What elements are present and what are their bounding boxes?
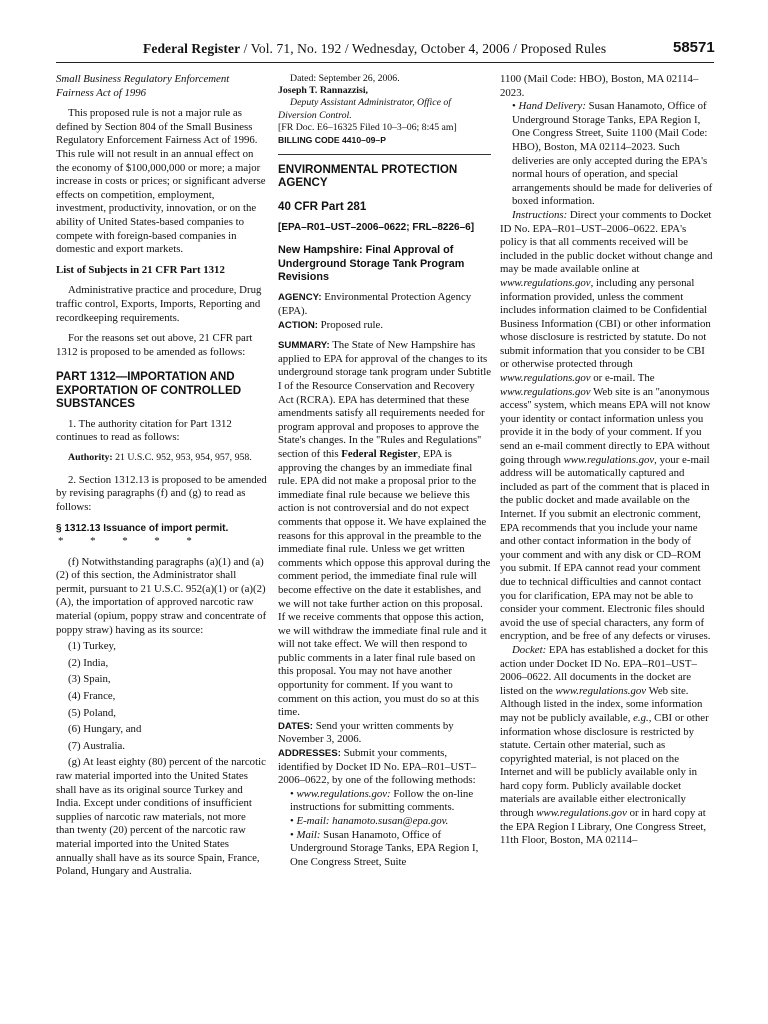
agency-field: AGENCY: Environmental Protection Agency (EPA).	[278, 291, 472, 318]
regulations-link[interactable]: www.regulations.gov	[555, 684, 647, 697]
method-hand-delivery: • Hand Delivery: Susan Hanamoto, Office of Underground Storage Tanks, EPA Region I, One Congress Street, Suite 1100 (Mail Code: HBO), Boston, MA 02114–2023. Such deliveries are only accepted during the EPA's normal hours of operation, and special arrangements should be made for deliveries of boxed information.	[512, 100, 713, 208]
list-item: (7) Australia.	[68, 739, 125, 752]
header-rule	[56, 62, 714, 63]
list-item: (3) Spain,	[68, 673, 111, 686]
method-regulations: • www.regulations.gov: Follow the on-line instructions for submitting comments.	[290, 787, 474, 814]
regulations-link[interactable]: www.regulations.gov	[563, 453, 655, 466]
agency-heading: ENVIRONMENTAL PROTECTION AGENCY	[278, 162, 458, 190]
publication-name: Federal Register	[143, 41, 241, 56]
column-1	[56, 73, 267, 879]
subjects-paragraph: Administrative practice and procedure, Drug traffic control, Exports, Imports, Reporting and recordkeeping requirements.	[56, 284, 262, 324]
list-item: (5) Poland,	[68, 706, 116, 719]
section-name: Proposed Rules	[520, 41, 607, 56]
paragraph-g: (g) At least eighty (80) percent of the narcotic raw material imported into the United States shall have as its original source Turkey and India. Except under conditions of insufficient supplies of narcotic raw materials, not more than twenty (20) percent of the narcotic raw material imported into the United States annually shall have as its source Spain, France, Poland, Hungary and Australia.	[56, 756, 266, 878]
divider	[278, 154, 491, 155]
instructions-paragraph: Instructions: Direct your comments to Docket ID No. EPA–R01–UST–2006–0622. EPA's policy is that all comments received will be included in the public docket without change and may be made available online at www.regulations.gov, including any personal information provided, unless the comment includes information claimed to be Confidential Business Information (CBI) or other information whose disclosure is restricted by statute. Do not submit information that you consider to be CBI or otherwise protected through www.regulations.gov or e-mail. The www.regulations.gov Web site is an ''anonymous access'' system, which means EPA will not know your identity or contact information unless you provide it in the body of your comment. If you send an e-mail comment directly to EPA without going through www.regulations.gov, your e-mail address will be automatically captured and included as part of the comment that is placed in the public docket and made available on the Internet. If you submit an electronic comment, EPA recommends that you include your name and other contact information in the body of your comment and with any disk or CD–ROM you submit. If EPA cannot read your comment due to technical difficulties and cannot contact you for clarification, EPA may not be able to consider your comment. Electronic files should avoid the use of special characters, any form of encryption, and be free of any defects or viruses.	[500, 208, 713, 643]
dates-field: DATES: Send your written comments by November 3, 2006.	[278, 719, 454, 746]
column-3	[500, 73, 713, 848]
running-header: Federal Register / Vol. 71, No. 192 / Wednesday, October 4, 2006 / Proposed Rules	[143, 41, 607, 56]
dated-line: Dated: September 26, 2006.	[290, 73, 400, 84]
docket-paragraph: Docket: EPA has established a docket for this action under Docket ID No. EPA–R01–UST–2006–0622. All documents in the docket are listed on the www.regulations.gov Web site. Although listed in the index, some information may not be publicly available, e.g., CBI or other information whose disclosure is restricted by statute. Certain other material, such as copyrighted material, is not placed on the Internet and will be publicly available only in hard copy form. Publicly available docket materials are available either electronically through www.regulations.gov or in hard copy at the EPA Region I Library, One Congress Street, 11th Floor, Boston, MA 02114–	[500, 643, 709, 847]
list-item: (2) India,	[68, 656, 109, 669]
section-heading: § 1312.13 Issuance of import permit.	[56, 522, 229, 534]
action-field: ACTION: Proposed rule.	[278, 318, 384, 331]
regulations-link[interactable]: www.regulations.gov	[500, 276, 591, 289]
addresses-field: ADDRESSES: Submit your comments, identified by Docket ID No. EPA–R01–UST–2006–0622, by one of the following methods:	[278, 747, 477, 787]
email-link[interactable]: E-mail: hanamoto.susan@epa.gov.	[296, 815, 449, 828]
list-item: (4) France,	[68, 690, 116, 703]
cfr-part: 40 CFR Part 281	[278, 200, 367, 214]
column-2	[278, 73, 491, 869]
docket-line: [EPA–R01–UST–2006–0622; FRL–8226–6]	[278, 221, 475, 233]
authority-citation: Authority: 21 U.S.C. 952, 953, 954, 957, 958.	[68, 451, 252, 463]
regulations-link[interactable]: www.regulations.gov	[500, 385, 591, 398]
signer-title: Deputy Assistant Administrator, Office of Diversion Control.	[278, 97, 452, 121]
billing-code: BILLING CODE 4410–09–P	[278, 135, 386, 146]
regulations-link[interactable]: www.regulations.gov:	[296, 787, 391, 800]
page-header	[0, 34, 768, 64]
list-item: (6) Hungary, and	[68, 723, 142, 736]
fr-doc-line: [FR Doc. E6–16325 Filed 10–3–06; 8:45 am]	[278, 121, 457, 133]
rule-title: New Hampshire: Final Approval of Underground Storage Tank Program Revisions	[278, 244, 465, 284]
regulations-link[interactable]: www.regulations.gov	[536, 807, 627, 820]
sbrefa-heading: Small Business Regulatory Enforcement Fairness Act of 1996	[56, 73, 230, 99]
amendment-1: 1. The authority citation for Part 1312 continues to read as follows:	[56, 417, 232, 444]
country-list	[56, 640, 267, 753]
subjects-heading: List of Subjects in 21 CFR Part 1312	[56, 263, 225, 276]
method-email: • E-mail: hanamoto.susan@epa.gov.	[290, 815, 449, 828]
issue-date: Wednesday, October 4, 2006	[351, 41, 510, 56]
page-number: 58571	[673, 39, 715, 56]
part-heading: PART 1312—IMPORTATION AND EXPORTATION OF CONTROLLED SUBSTANCES	[56, 370, 242, 411]
mail-continued: 1100 (Mail Code: HBO), Boston, MA 02114–2023.	[500, 73, 699, 99]
paragraph-f: (f) Notwithstanding paragraphs (a)(1) and (a)(2) of this section, the Administrator shall permit, pursuant to 21 U.S.C. 952(a)(1) or (a)(2)(A), the importation of approved narcotic raw material (opium, poppy straw and concentrate of poppy straw) having as its source:	[56, 555, 267, 636]
list-item: (1) Turkey,	[68, 640, 116, 653]
amendment-2: 2. Section 1312.13 is proposed to be amended by revising paragraphs (f) and (g) to read as follows:	[56, 473, 267, 514]
summary-field: SUMMARY: The State of New Hampshire has applied to EPA for approval of the changes to its underground storage tank program under Subtitle I of the Resource Conservation and Recovery Act (RCRA). EPA has determined that these amendments satisfy all requirements needed for program approval and proposes to approve the State's changes. In the ''Rules and Regulations'' section of this Federal Register, EPA is approving the changes by an immediate final rule. EPA did not make a proposal prior to the immediate final rule because we believe this action is not controversial and do not expect comments that oppose it. We have explained the reasons for this approval in the preamble to the immediate final rule. Unless we get written comments which oppose this approval during the comment period, the immediate final rule will become effective on the date it establishes, and we will not take further action on this proposal. If we receive comments that oppose this action, we will withdraw the immediate final rule and it will not take effect. We will then respond to public comments in a later final rule based on this proposal. You may not have another opportunity for comment. If you want to comment on this action, you must do so at this time.	[278, 339, 491, 719]
regulations-link[interactable]: www.regulations.gov	[500, 372, 591, 385]
volume-info: Vol. 71, No. 192	[250, 41, 342, 56]
reasons-paragraph: For the reasons set out above, 21 CFR part 1312 is proposed to be amended as follows:	[56, 332, 253, 358]
sbrefa-paragraph: This proposed rule is not a major rule as defined by Section 804 of the Small Business Regulatory Enforcement Fairness Act of 1996. This rule will not result in an annual effect on the economy of $100,000,000 or more; a major increase in costs or prices; or significant adverse effects on competition, employment, investment, productivity, innovation, or on the ability of United States-based companies to compete with foreign-based companies in domestic and export markets.	[56, 107, 266, 256]
method-mail: • Mail: Susan Hanamoto, Office of Underground Storage Tanks, EPA Region I, One Congress Street, Suite	[290, 828, 479, 868]
signer-name: Joseph T. Rannazzisi,	[278, 85, 369, 97]
omission-stars: * * * * *	[58, 535, 204, 548]
